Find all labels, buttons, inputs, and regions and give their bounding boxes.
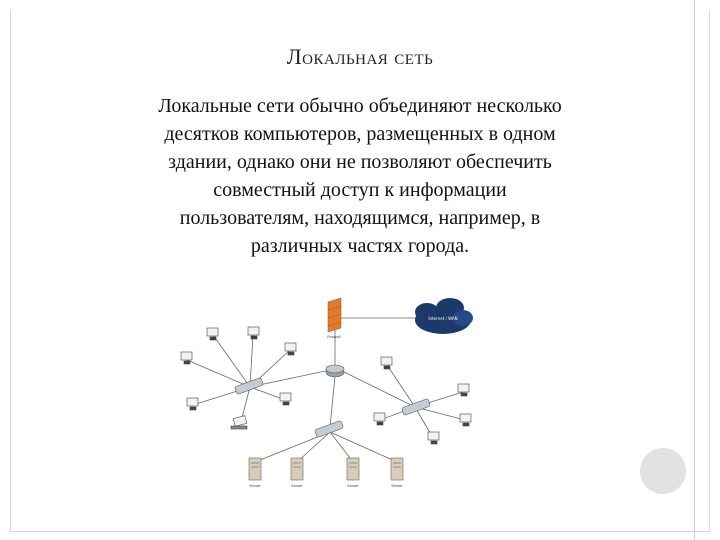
computer-icon xyxy=(381,357,392,369)
computer-icon xyxy=(181,352,192,364)
network-diagram xyxy=(165,290,525,505)
body-line: пользователям, находящимся, например, в xyxy=(179,207,541,229)
firewall-label: Firewall xyxy=(327,335,341,339)
server-icon xyxy=(347,458,359,488)
server-icons xyxy=(249,458,403,488)
computer-icon xyxy=(374,413,385,425)
firewall-icon xyxy=(327,298,341,339)
computer-icon xyxy=(458,384,469,396)
decorative-circle xyxy=(640,448,686,494)
computer-icon xyxy=(207,328,218,340)
laptop-icon xyxy=(231,416,247,429)
computer-icon xyxy=(187,398,198,410)
hub-icon-bottom xyxy=(314,420,343,437)
slide-body xyxy=(50,92,670,260)
computer-icon xyxy=(460,414,471,426)
computer-icon xyxy=(428,432,439,444)
body-line: различных частях города. xyxy=(250,235,470,257)
hub-icon-right xyxy=(401,398,430,415)
slide-border-line xyxy=(694,0,695,540)
server-icon xyxy=(249,458,261,488)
cloud-label: Internet / WAN xyxy=(428,316,458,321)
server-label: Server xyxy=(391,484,403,488)
body-line: здании, однако они не позволяют обеспечить xyxy=(168,151,552,173)
computer-icon xyxy=(280,393,291,405)
body-line: десятков компьютеров, размещенных в одном xyxy=(164,123,556,145)
server-label: Server xyxy=(249,484,261,488)
core-switch-icon xyxy=(326,365,344,377)
cloud-icon xyxy=(415,298,473,334)
computer-icon xyxy=(248,327,259,339)
network-wires xyxy=(187,318,465,462)
slide-title: Локальная сеть xyxy=(286,44,434,69)
body-line: Локальные сети обычно объединяют несколько xyxy=(158,95,562,117)
server-label: Server xyxy=(291,484,303,488)
server-icon xyxy=(391,458,403,488)
body-line: совместный доступ к информации xyxy=(213,179,507,201)
server-icon xyxy=(291,458,303,488)
server-label: Server xyxy=(347,484,359,488)
